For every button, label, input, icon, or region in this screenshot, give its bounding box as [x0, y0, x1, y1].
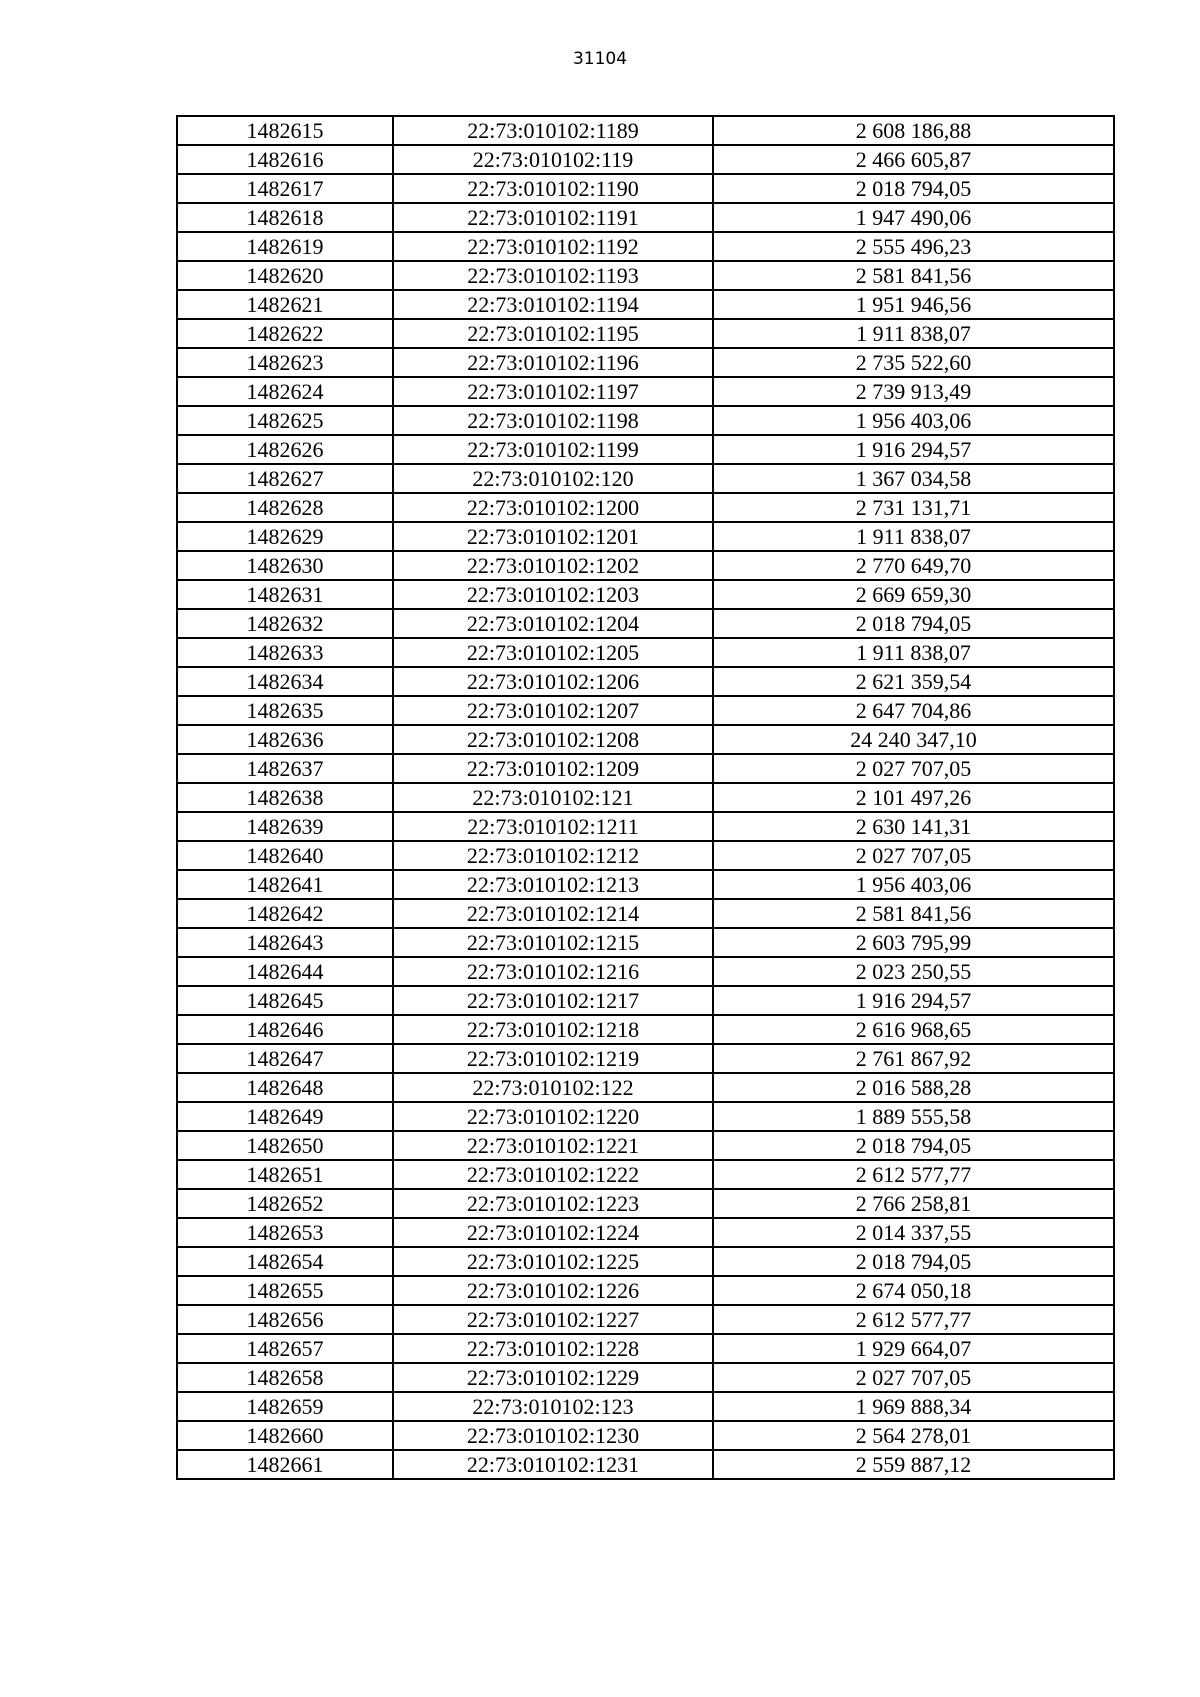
row-id-cell: 1482656	[177, 1305, 393, 1334]
cadastral-number-cell: 22:73:010102:1208	[393, 725, 713, 754]
table-row	[177, 1450, 1114, 1479]
row-id-cell: 1482649	[177, 1102, 393, 1131]
value-cell: 2 559 887,12	[713, 1450, 1114, 1479]
table-row	[177, 174, 1114, 203]
cadastral-number-cell: 22:73:010102:1215	[393, 928, 713, 957]
row-id-cell: 1482632	[177, 609, 393, 638]
cadastral-number-cell: 22:73:010102:119	[393, 145, 713, 174]
row-id-cell: 1482624	[177, 377, 393, 406]
cadastral-number-cell: 22:73:010102:1204	[393, 609, 713, 638]
row-id-cell: 1482653	[177, 1218, 393, 1247]
value-cell: 2 603 795,99	[713, 928, 1114, 957]
table-row	[177, 203, 1114, 232]
table-row	[177, 145, 1114, 174]
cadastral-number-cell: 22:73:010102:1216	[393, 957, 713, 986]
table-row	[177, 1218, 1114, 1247]
value-cell: 2 647 704,86	[713, 696, 1114, 725]
row-id-cell: 1482648	[177, 1073, 393, 1102]
cadastral-number-cell: 22:73:010102:121	[393, 783, 713, 812]
row-id-cell: 1482638	[177, 783, 393, 812]
table-row	[177, 725, 1114, 754]
row-id-cell: 1482658	[177, 1363, 393, 1392]
value-cell: 1 956 403,06	[713, 870, 1114, 899]
value-cell: 1 969 888,34	[713, 1392, 1114, 1421]
row-id-cell: 1482637	[177, 754, 393, 783]
value-cell: 2 761 867,92	[713, 1044, 1114, 1073]
table-row	[177, 1044, 1114, 1073]
cadastral-number-cell: 22:73:010102:1220	[393, 1102, 713, 1131]
row-id-cell: 1482631	[177, 580, 393, 609]
cadastral-number-cell: 22:73:010102:1218	[393, 1015, 713, 1044]
table-row	[177, 377, 1114, 406]
value-cell: 2 027 707,05	[713, 841, 1114, 870]
table-row	[177, 435, 1114, 464]
cadastral-number-cell: 22:73:010102:1207	[393, 696, 713, 725]
value-cell: 2 674 050,18	[713, 1276, 1114, 1305]
table-row	[177, 696, 1114, 725]
cadastral-number-cell: 22:73:010102:1205	[393, 638, 713, 667]
table-row	[177, 1276, 1114, 1305]
row-id-cell: 1482629	[177, 522, 393, 551]
value-cell: 2 608 186,88	[713, 116, 1114, 145]
table-row	[177, 754, 1114, 783]
row-id-cell: 1482623	[177, 348, 393, 377]
cadastral-number-cell: 22:73:010102:1217	[393, 986, 713, 1015]
table-row	[177, 551, 1114, 580]
row-id-cell: 1482622	[177, 319, 393, 348]
table-row	[177, 667, 1114, 696]
value-cell: 2 014 337,55	[713, 1218, 1114, 1247]
row-id-cell: 1482644	[177, 957, 393, 986]
cadastral-number-cell: 22:73:010102:1203	[393, 580, 713, 609]
row-id-cell: 1482646	[177, 1015, 393, 1044]
cadastral-number-cell: 22:73:010102:1225	[393, 1247, 713, 1276]
value-cell: 2 018 794,05	[713, 1247, 1114, 1276]
value-cell: 2 739 913,49	[713, 377, 1114, 406]
value-cell: 2 018 794,05	[713, 609, 1114, 638]
value-cell: 2 669 659,30	[713, 580, 1114, 609]
value-cell: 2 018 794,05	[713, 174, 1114, 203]
cadastral-number-cell: 22:73:010102:1194	[393, 290, 713, 319]
cadastral-number-cell: 22:73:010102:1229	[393, 1363, 713, 1392]
cadastral-number-cell: 22:73:010102:1201	[393, 522, 713, 551]
table-body	[177, 116, 1114, 1479]
row-id-cell: 1482615	[177, 116, 393, 145]
cadastral-number-cell: 22:73:010102:1222	[393, 1160, 713, 1189]
value-cell: 2 016 588,28	[713, 1073, 1114, 1102]
row-id-cell: 1482627	[177, 464, 393, 493]
value-cell: 2 766 258,81	[713, 1189, 1114, 1218]
cadastral-number-cell: 22:73:010102:1214	[393, 899, 713, 928]
value-cell: 1 956 403,06	[713, 406, 1114, 435]
cadastral-number-cell: 22:73:010102:1206	[393, 667, 713, 696]
table-row	[177, 899, 1114, 928]
table-row	[177, 1102, 1114, 1131]
table-row	[177, 1189, 1114, 1218]
cadastral-number-cell: 22:73:010102:1230	[393, 1421, 713, 1450]
row-id-cell: 1482616	[177, 145, 393, 174]
cadastral-number-cell: 22:73:010102:1212	[393, 841, 713, 870]
cadastral-number-cell: 22:73:010102:1202	[393, 551, 713, 580]
value-cell: 2 023 250,55	[713, 957, 1114, 986]
value-cell: 2 018 794,05	[713, 1131, 1114, 1160]
value-cell: 2 770 649,70	[713, 551, 1114, 580]
cadastral-number-cell: 22:73:010102:1192	[393, 232, 713, 261]
cadastral-number-cell: 22:73:010102:1219	[393, 1044, 713, 1073]
row-id-cell: 1482630	[177, 551, 393, 580]
row-id-cell: 1482652	[177, 1189, 393, 1218]
table-row	[177, 290, 1114, 319]
table-row	[177, 1131, 1114, 1160]
cadastral-number-cell: 22:73:010102:1209	[393, 754, 713, 783]
row-id-cell: 1482626	[177, 435, 393, 464]
row-id-cell: 1482633	[177, 638, 393, 667]
table-row	[177, 1334, 1114, 1363]
cadastral-number-cell: 22:73:010102:1228	[393, 1334, 713, 1363]
value-cell: 2 581 841,56	[713, 261, 1114, 290]
table-row	[177, 638, 1114, 667]
cadastral-number-cell: 22:73:010102:1224	[393, 1218, 713, 1247]
row-id-cell: 1482634	[177, 667, 393, 696]
table-row	[177, 493, 1114, 522]
cadastral-number-cell: 22:73:010102:122	[393, 1073, 713, 1102]
table-row	[177, 1247, 1114, 1276]
cadastral-number-cell: 22:73:010102:1193	[393, 261, 713, 290]
table-row	[177, 1392, 1114, 1421]
value-cell: 2 555 496,23	[713, 232, 1114, 261]
row-id-cell: 1482660	[177, 1421, 393, 1450]
cadastral-number-cell: 22:73:010102:1227	[393, 1305, 713, 1334]
cadastral-number-cell: 22:73:010102:1198	[393, 406, 713, 435]
row-id-cell: 1482640	[177, 841, 393, 870]
cadastral-number-cell: 22:73:010102:1211	[393, 812, 713, 841]
table-row	[177, 406, 1114, 435]
cadastral-number-cell: 22:73:010102:123	[393, 1392, 713, 1421]
row-id-cell: 1482651	[177, 1160, 393, 1189]
value-cell: 2 621 359,54	[713, 667, 1114, 696]
row-id-cell: 1482650	[177, 1131, 393, 1160]
table-row	[177, 580, 1114, 609]
row-id-cell: 1482620	[177, 261, 393, 290]
cadastral-number-cell: 22:73:010102:1191	[393, 203, 713, 232]
value-cell: 1 911 838,07	[713, 638, 1114, 667]
table-row	[177, 1363, 1114, 1392]
cadastral-number-cell: 22:73:010102:1221	[393, 1131, 713, 1160]
value-cell: 2 466 605,87	[713, 145, 1114, 174]
cadastral-number-cell: 22:73:010102:1199	[393, 435, 713, 464]
table-row	[177, 464, 1114, 493]
table-row	[177, 522, 1114, 551]
table-row	[177, 986, 1114, 1015]
value-cell: 2 616 968,65	[713, 1015, 1114, 1044]
row-id-cell: 1482642	[177, 899, 393, 928]
page-number: 31104	[572, 49, 628, 69]
value-cell: 2 612 577,77	[713, 1305, 1114, 1334]
row-id-cell: 1482641	[177, 870, 393, 899]
value-cell: 1 951 946,56	[713, 290, 1114, 319]
value-cell: 2 731 131,71	[713, 493, 1114, 522]
value-cell: 1 947 490,06	[713, 203, 1114, 232]
value-cell: 1 889 555,58	[713, 1102, 1114, 1131]
value-cell: 2 630 141,31	[713, 812, 1114, 841]
value-cell: 1 916 294,57	[713, 986, 1114, 1015]
cadastral-number-cell: 22:73:010102:1196	[393, 348, 713, 377]
table-row	[177, 261, 1114, 290]
table-row	[177, 783, 1114, 812]
row-id-cell: 1482655	[177, 1276, 393, 1305]
row-id-cell: 1482621	[177, 290, 393, 319]
cadastral-number-cell: 22:73:010102:1226	[393, 1276, 713, 1305]
value-cell: 1 916 294,57	[713, 435, 1114, 464]
table-row	[177, 609, 1114, 638]
table-row	[177, 812, 1114, 841]
row-id-cell: 1482654	[177, 1247, 393, 1276]
table-row	[177, 928, 1114, 957]
row-id-cell: 1482628	[177, 493, 393, 522]
table-row	[177, 1305, 1114, 1334]
value-cell: 2 027 707,05	[713, 754, 1114, 783]
row-id-cell: 1482625	[177, 406, 393, 435]
cadastral-number-cell: 22:73:010102:1195	[393, 319, 713, 348]
value-cell: 1 367 034,58	[713, 464, 1114, 493]
cadastral-number-cell: 22:73:010102:1190	[393, 174, 713, 203]
table-row	[177, 116, 1114, 145]
row-id-cell: 1482645	[177, 986, 393, 1015]
cadastral-number-cell: 22:73:010102:120	[393, 464, 713, 493]
table-row	[177, 1421, 1114, 1450]
row-id-cell: 1482647	[177, 1044, 393, 1073]
table-row	[177, 319, 1114, 348]
row-id-cell: 1482659	[177, 1392, 393, 1421]
row-id-cell: 1482639	[177, 812, 393, 841]
cadastral-number-cell: 22:73:010102:1197	[393, 377, 713, 406]
value-cell: 2 612 577,77	[713, 1160, 1114, 1189]
row-id-cell: 1482619	[177, 232, 393, 261]
cadastral-number-cell: 22:73:010102:1213	[393, 870, 713, 899]
table-row	[177, 841, 1114, 870]
table-row	[177, 1073, 1114, 1102]
value-cell: 2 735 522,60	[713, 348, 1114, 377]
row-id-cell: 1482617	[177, 174, 393, 203]
value-cell: 2 027 707,05	[713, 1363, 1114, 1392]
row-id-cell: 1482618	[177, 203, 393, 232]
row-id-cell: 1482635	[177, 696, 393, 725]
cadastral-number-cell: 22:73:010102:1200	[393, 493, 713, 522]
table-row	[177, 957, 1114, 986]
value-cell: 2 564 278,01	[713, 1421, 1114, 1450]
value-cell: 1 929 664,07	[713, 1334, 1114, 1363]
value-cell: 1 911 838,07	[713, 319, 1114, 348]
table-row	[177, 870, 1114, 899]
value-cell: 24 240 347,10	[713, 725, 1114, 754]
value-cell: 1 911 838,07	[713, 522, 1114, 551]
row-id-cell: 1482657	[177, 1334, 393, 1363]
table-row	[177, 348, 1114, 377]
row-id-cell: 1482636	[177, 725, 393, 754]
table-row	[177, 232, 1114, 261]
cadastral-number-cell: 22:73:010102:1189	[393, 116, 713, 145]
data-table	[176, 115, 1115, 1480]
row-id-cell: 1482661	[177, 1450, 393, 1479]
row-id-cell: 1482643	[177, 928, 393, 957]
cadastral-number-cell: 22:73:010102:1231	[393, 1450, 713, 1479]
table-row	[177, 1015, 1114, 1044]
cadastral-number-cell: 22:73:010102:1223	[393, 1189, 713, 1218]
value-cell: 2 101 497,26	[713, 783, 1114, 812]
value-cell: 2 581 841,56	[713, 899, 1114, 928]
table-row	[177, 1160, 1114, 1189]
